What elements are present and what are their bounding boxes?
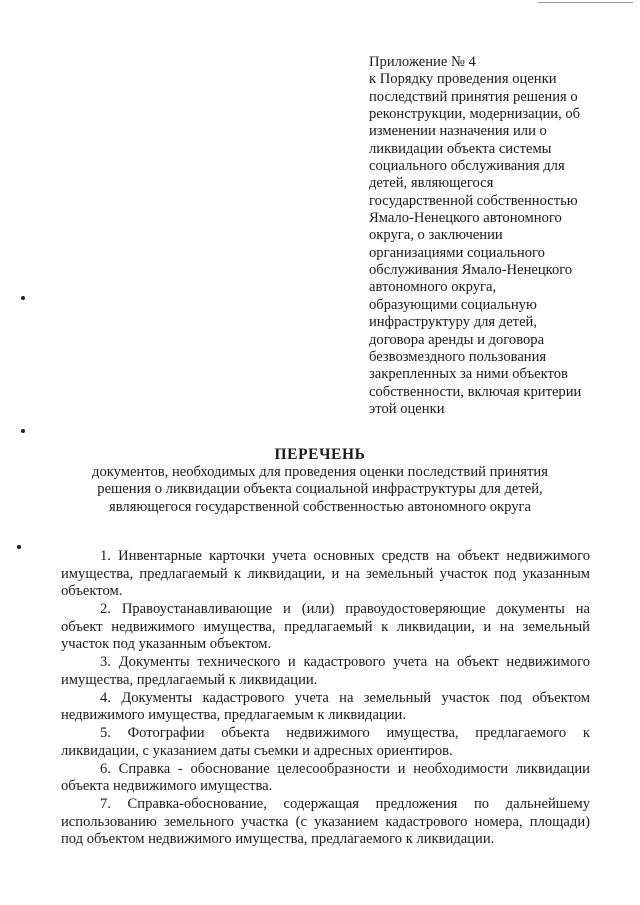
- scan-mark: [21, 296, 25, 300]
- document-title: ПЕРЕЧЕНЬ: [274, 446, 366, 463]
- list-item: 6. Справка - обоснование целесообразности и необходимости ликвидации объекта недвижимого имущества.: [61, 760, 590, 794]
- appendix-line: автономного округа,: [369, 279, 497, 296]
- list-item: 7. Справка-обоснование, содержащая предложения по дальнейшему использованию земельного участка (с указанием кадастрового номера, площади) под объектом недвижимого имущества, предлагаемого к ликвидации.: [61, 796, 590, 847]
- top-rule: [538, 2, 633, 3]
- document-subtitle: [60, 464, 580, 516]
- appendix-line: обслуживания Ямало-Ненецкого: [369, 262, 573, 279]
- appendix-line: последствий принятия решения о: [369, 88, 578, 105]
- appendix-line: собственности, включая критерии: [369, 383, 582, 400]
- list-item: 1. Инвентарные карточки учета основных средств на объект недвижимого имущества, предлагаемый к ликвидации, и на земельный участок под указанным объектом.: [61, 548, 590, 599]
- list-item: 3. Документы технического и кадастрового учета на объект недвижимого имущества, предлагаемый к ликвидации.: [61, 654, 590, 688]
- document-list: [61, 548, 590, 849]
- appendix-line: округа, о заключении: [369, 227, 503, 244]
- appendix-line: детей, являющегося: [369, 175, 494, 192]
- list-item: 5. Фотографии объекта недвижимого имущества, предлагаемого к ликвидации, с указанием даты съемки и адресных ориентиров.: [61, 725, 590, 759]
- appendix-line: этой оценки: [369, 400, 445, 417]
- appendix-header: [369, 54, 609, 418]
- appendix-line: договора аренды и договора: [369, 331, 545, 348]
- list-item: 4. Документы кадастрового учета на земельный участок под объектом недвижимого имущества, предлагаемым к ликвидации.: [61, 689, 590, 723]
- appendix-line: образующими социальную: [369, 296, 537, 313]
- appendix-line: ликвидации объекта системы: [369, 140, 552, 157]
- appendix-line: закрепленных за ними объектов: [369, 366, 568, 383]
- scan-mark: [17, 545, 21, 549]
- subtitle-line: решения о ликвидации объекта социальной инфраструктуры для детей,: [97, 481, 543, 498]
- appendix-line: Ямало-Ненецкого автономного: [369, 210, 562, 227]
- appendix-line: государственной собственностью: [369, 192, 578, 209]
- appendix-line: к Порядку проведения оценки: [369, 71, 557, 88]
- appendix-line: безвозмездного пользования: [369, 348, 547, 365]
- appendix-line: инфраструктуру для детей,: [369, 314, 537, 331]
- appendix-line: Приложение № 4: [369, 54, 476, 70]
- subtitle-line: документов, необходимых для проведения оценки последствий принятия: [92, 464, 548, 480]
- subtitle-line: являющегося государственной собственностью автономного округа: [109, 498, 531, 515]
- appendix-line: организациями социального: [369, 244, 545, 261]
- list-item: 2. Правоустанавливающие и (или) правоудостоверяющие документы на объект недвижимого имущества, предлагаемый к ликвидации, и на земельный участок под указанным объектом.: [61, 601, 590, 652]
- appendix-line: социального обслуживания для: [369, 158, 565, 175]
- appendix-line: изменении назначения или о: [369, 123, 547, 140]
- scan-mark: [21, 429, 25, 433]
- appendix-line: реконструкции, модернизации, об: [369, 106, 581, 123]
